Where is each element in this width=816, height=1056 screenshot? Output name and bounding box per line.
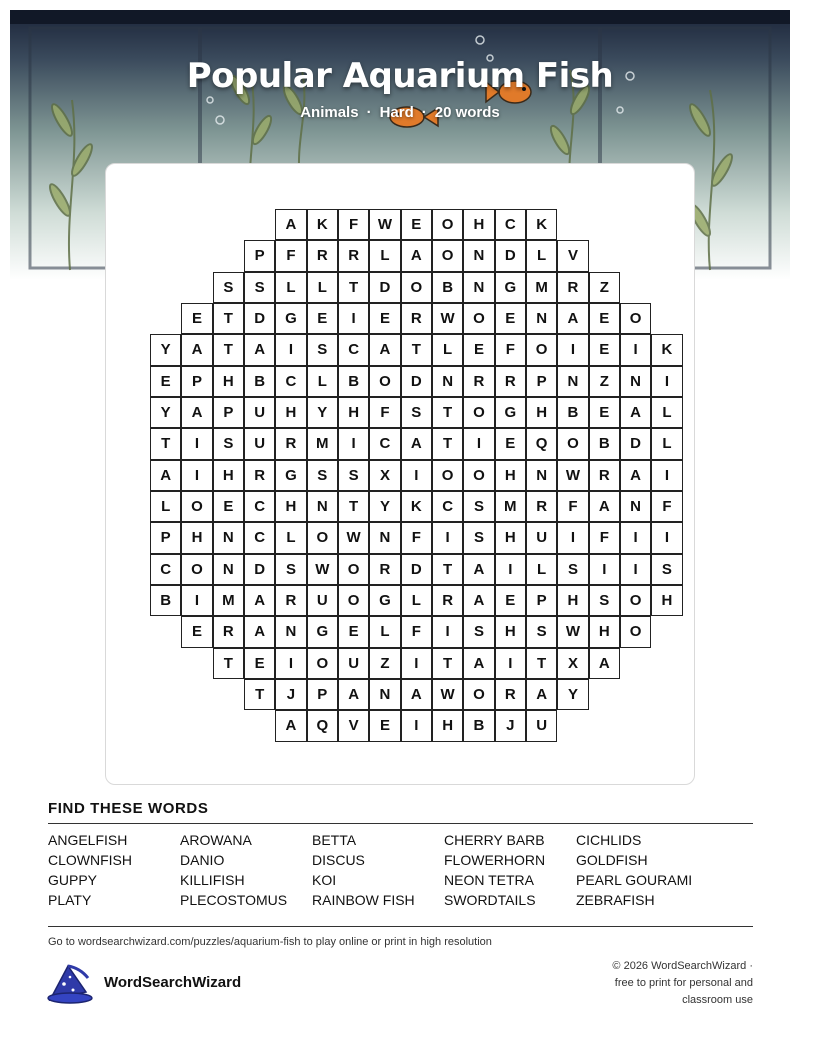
grid-cell: M [495,491,526,522]
grid-cell: B [338,366,369,397]
grid-cell: T [432,397,463,428]
grid-cell: T [432,648,463,679]
grid-cell: A [463,554,494,585]
grid-cell: E [181,616,212,647]
grid-cell: S [213,428,244,459]
grid-cell: Z [369,648,400,679]
grid-cell: U [526,522,557,553]
grid-cell: G [495,397,526,428]
grid-cell: I [401,460,432,491]
grid-cell: F [495,334,526,365]
grid-cell: E [181,303,212,334]
grid-cell: X [369,460,400,491]
grid-cell: W [369,209,400,240]
grid-cell: D [401,554,432,585]
grid-cell: T [338,272,369,303]
grid-cell: I [557,334,588,365]
grid-cell: N [557,366,588,397]
grid-cell: T [213,303,244,334]
grid-cell: O [463,679,494,710]
grid-cell: A [526,679,557,710]
grid-cell: O [432,209,463,240]
grid-cell: M [307,428,338,459]
grid-cell: T [401,334,432,365]
grid-cell: N [275,616,306,647]
grid-cell: N [463,272,494,303]
grid-cell: P [307,679,338,710]
grid-cell: I [181,585,212,616]
brand-name: WordSearchWizard [104,974,242,991]
meta-separator: · [421,104,427,121]
grid-cell: C [275,366,306,397]
grid-cell: T [338,491,369,522]
grid-cell: K [307,209,338,240]
grid-cell: A [401,679,432,710]
grid-cell: S [589,585,620,616]
grid-cell: L [307,366,338,397]
grid-cell: R [213,616,244,647]
grid-cell: O [526,334,557,365]
grid-cell: H [495,616,526,647]
grid-cell: H [213,366,244,397]
grid-cell: O [338,554,369,585]
grid-cell: Y [557,679,588,710]
meta-separator: · [366,104,372,121]
grid-cell: C [150,554,181,585]
grid-cell: O [463,397,494,428]
grid-cell: L [401,585,432,616]
grid-cell: F [557,491,588,522]
word-list [48,832,768,908]
word-item: GUPPY [48,872,98,888]
grid-cell: R [589,460,620,491]
grid-cell: L [526,240,557,271]
grid-cell: H [589,616,620,647]
grid-cell: O [557,428,588,459]
grid-cell: O [432,460,463,491]
grid-cell: G [275,303,306,334]
grid-cell: E [369,710,400,741]
word-item: CLOWNFISH [48,852,132,868]
grid-cell: N [213,554,244,585]
grid-cell: F [401,616,432,647]
grid-cell: E [150,366,181,397]
word-item: GOLDFISH [576,852,648,868]
grid-cell: O [620,303,651,334]
grid-cell: Y [150,334,181,365]
grid-cell: Z [589,366,620,397]
grid-cell: H [275,491,306,522]
grid-cell: R [338,240,369,271]
grid-cell: M [526,272,557,303]
word-item: FLOWERHORN [444,852,546,868]
grid-cell: O [620,616,651,647]
grid-cell: D [401,366,432,397]
copyright-line: classroom use [682,994,753,1006]
grid-cell: E [495,585,526,616]
grid-cell: N [307,491,338,522]
grid-cell: R [275,585,306,616]
word-item: CHERRY BARB [444,832,545,848]
grid-cell: T [213,648,244,679]
grid-cell: R [495,679,526,710]
grid-cell: I [432,616,463,647]
grid-cell: V [557,240,588,271]
grid-cell: O [463,460,494,491]
grid-cell: H [338,397,369,428]
grid-cell: I [651,366,682,397]
word-item: DANIO [180,852,225,868]
grid-cell: O [307,522,338,553]
grid-cell: I [275,648,306,679]
grid-cell: W [432,303,463,334]
grid-cell: S [526,616,557,647]
grid-cell: O [432,240,463,271]
grid-cell: T [150,428,181,459]
word-item: CICHLIDS [576,832,642,848]
grid-cell: E [244,648,275,679]
grid-cell: S [463,491,494,522]
grid-cell: I [620,554,651,585]
grid-cell: I [401,648,432,679]
grid-cell: T [244,679,275,710]
grid-cell: O [620,585,651,616]
grid-cell: A [244,585,275,616]
word-item: ZEBRAFISH [576,892,655,908]
grid-cell: R [495,366,526,397]
grid-cell: L [275,272,306,303]
grid-cell: C [244,522,275,553]
grid-cell: R [369,554,400,585]
grid-cell: O [307,648,338,679]
grid-cell: W [557,460,588,491]
grid-cell: I [275,334,306,365]
grid-cell: A [275,209,306,240]
grid-cell: O [181,554,212,585]
grid-cell: R [463,366,494,397]
grid-cell: I [401,710,432,741]
grid-cell: R [526,491,557,522]
grid-cell: H [495,460,526,491]
category-label: Animals [300,104,359,121]
grid-cell: J [275,679,306,710]
grid-cell: C [369,428,400,459]
grid-cell: S [338,460,369,491]
grid-cell: Y [307,397,338,428]
word-item: PLECOSTOMUS [180,892,288,908]
grid-cell: L [432,334,463,365]
grid-cell: U [307,585,338,616]
word-item: SWORDTAILS [444,892,536,908]
grid-cell: H [275,397,306,428]
grid-cell: C [338,334,369,365]
grid-cell: N [463,240,494,271]
grid-cell: D [369,272,400,303]
word-item: NEON TETRA [444,872,534,888]
grid-cell: G [307,616,338,647]
grid-cell: O [401,272,432,303]
grid-cell: R [307,240,338,271]
grid-cell: O [463,303,494,334]
grid-cell: D [244,303,275,334]
grid-cell: B [463,710,494,741]
copyright-line: © 2026 WordSearchWizard · [612,960,753,972]
grid-cell: E [589,303,620,334]
grid-cell: P [244,240,275,271]
word-list-heading: FIND THESE WORDS [48,800,209,817]
grid-cell: F [338,209,369,240]
grid-cell: K [526,209,557,240]
grid-cell: S [463,616,494,647]
grid-cell: U [244,428,275,459]
puzzle-meta [0,104,800,121]
grid-cell: U [338,648,369,679]
grid-cell: A [369,334,400,365]
grid-cell: L [150,491,181,522]
grid-cell: S [213,272,244,303]
grid-cell: B [557,397,588,428]
grid-cell: B [150,585,181,616]
grid-cell: A [181,397,212,428]
grid-cell: L [307,272,338,303]
grid-cell: I [495,554,526,585]
grid-cell: G [275,460,306,491]
grid-cell: B [244,366,275,397]
grid-cell: A [557,303,588,334]
page-title: Popular Aquarium Fish [186,56,614,96]
grid-cell: A [181,334,212,365]
grid-cell: S [307,334,338,365]
grid-cell: Z [589,272,620,303]
grid-cell: E [495,303,526,334]
grid-cell: F [401,522,432,553]
grid-cell: I [620,334,651,365]
grid-cell: A [401,428,432,459]
grid-cell: C [495,209,526,240]
grid-cell: I [620,522,651,553]
grid-cell: T [432,554,463,585]
grid-cell: N [526,303,557,334]
grid-cell: T [432,428,463,459]
grid-cell: Y [369,491,400,522]
grid-cell: P [150,522,181,553]
copyright-line: free to print for personal and [614,977,753,989]
grid-cell: S [244,272,275,303]
wizard-hat-logo [46,962,94,1009]
grid-cell: E [213,491,244,522]
grid-cell: A [150,460,181,491]
grid-cell: S [307,460,338,491]
word-item: PLATY [48,892,92,908]
grid-cell: L [651,397,682,428]
grid-cell: O [181,491,212,522]
grid-cell: O [338,585,369,616]
grid-cell: F [651,491,682,522]
grid-cell: D [620,428,651,459]
grid-cell: Q [526,428,557,459]
grid-cell: S [651,554,682,585]
grid-cell: A [589,648,620,679]
grid-cell: N [369,522,400,553]
grid-cell: H [651,585,682,616]
grid-cell: I [651,522,682,553]
grid-cell: L [275,522,306,553]
grid-cell: A [275,710,306,741]
grid-cell: A [620,397,651,428]
grid-cell: B [589,428,620,459]
grid-cell: H [495,522,526,553]
word-item: AROWANA [180,832,252,848]
grid-cell: W [557,616,588,647]
word-item: DISCUS [312,852,365,868]
grid-cell: H [213,460,244,491]
grid-cell: I [557,522,588,553]
url-note: Go to wordsearchwizard.com/puzzles/aquarium-fish to play online or print in high resolution [48,936,492,948]
grid-cell: D [495,240,526,271]
grid-cell: L [526,554,557,585]
grid-cell: S [275,554,306,585]
grid-cell: I [432,522,463,553]
grid-cell: A [244,616,275,647]
grid-cell: E [401,209,432,240]
grid-cell: Y [150,397,181,428]
grid-cell: F [589,522,620,553]
grid-cell: Q [307,710,338,741]
grid-cell: P [526,366,557,397]
grid-cell: L [369,240,400,271]
grid-cell: M [213,585,244,616]
grid-cell: I [181,460,212,491]
grid-cell: A [463,585,494,616]
grid-cell: A [401,240,432,271]
difficulty-label: Hard [379,104,414,121]
word-item: PEARL GOURAMI [576,872,693,888]
grid-cell: A [620,460,651,491]
grid-cell: N [620,491,651,522]
grid-cell: R [244,460,275,491]
grid-cell: O [369,366,400,397]
grid-cell: E [338,616,369,647]
grid-cell: E [589,334,620,365]
word-item: KOI [312,872,337,888]
divider [48,926,753,927]
word-count-label: 20 words [434,104,500,121]
grid-cell: I [651,460,682,491]
grid-cell: W [338,522,369,553]
word-item: KILLIFISH [180,872,245,888]
grid-cell: R [557,272,588,303]
grid-cell: H [526,397,557,428]
grid-cell: C [244,491,275,522]
grid-cell: D [244,554,275,585]
grid-cell: F [275,240,306,271]
grid-cell: A [338,679,369,710]
grid-cell: N [213,522,244,553]
grid-cell: N [369,679,400,710]
grid-cell: I [463,428,494,459]
grid-cell: A [589,491,620,522]
word-item: BETTA [312,832,357,848]
grid-cell: H [557,585,588,616]
copyright-text [583,958,753,1009]
grid-cell: I [181,428,212,459]
grid-cell: E [369,303,400,334]
grid-cell: S [401,397,432,428]
grid-cell: P [213,397,244,428]
grid-cell: R [432,585,463,616]
grid-cell: E [589,397,620,428]
grid-cell: X [557,648,588,679]
grid-cell: E [307,303,338,334]
grid-cell: F [369,397,400,428]
grid-cell: S [463,522,494,553]
grid-cell: S [557,554,588,585]
grid-cell: C [432,491,463,522]
grid-cell: B [432,272,463,303]
grid-cell: H [181,522,212,553]
grid-cell: R [401,303,432,334]
grid-cell: H [432,710,463,741]
grid-cell: G [495,272,526,303]
grid-cell: W [307,554,338,585]
grid-cell: N [526,460,557,491]
grid-cell: U [526,710,557,741]
grid-cell: I [495,648,526,679]
grid-cell: N [432,366,463,397]
grid-cell: T [526,648,557,679]
grid-cell: I [338,303,369,334]
grid-cell: E [463,334,494,365]
grid-cell: L [369,616,400,647]
grid-cell: N [620,366,651,397]
grid-cell: P [526,585,557,616]
grid-cell: I [338,428,369,459]
grid-cell: V [338,710,369,741]
grid-cell: W [432,679,463,710]
grid-cell: K [651,334,682,365]
grid-cell: I [589,554,620,585]
grid-cell: U [244,397,275,428]
grid-cell: J [495,710,526,741]
grid-cell: T [213,334,244,365]
grid-cell: R [275,428,306,459]
divider [48,823,753,824]
grid-cell: A [463,648,494,679]
grid-cell: K [401,491,432,522]
grid-cell: L [651,428,682,459]
word-item: RAINBOW FISH [312,892,415,908]
grid-cell: P [181,366,212,397]
word-item: ANGELFISH [48,832,128,848]
grid-cell: E [495,428,526,459]
grid-cell: H [463,209,494,240]
grid-cell: A [244,334,275,365]
grid-cell: G [369,585,400,616]
